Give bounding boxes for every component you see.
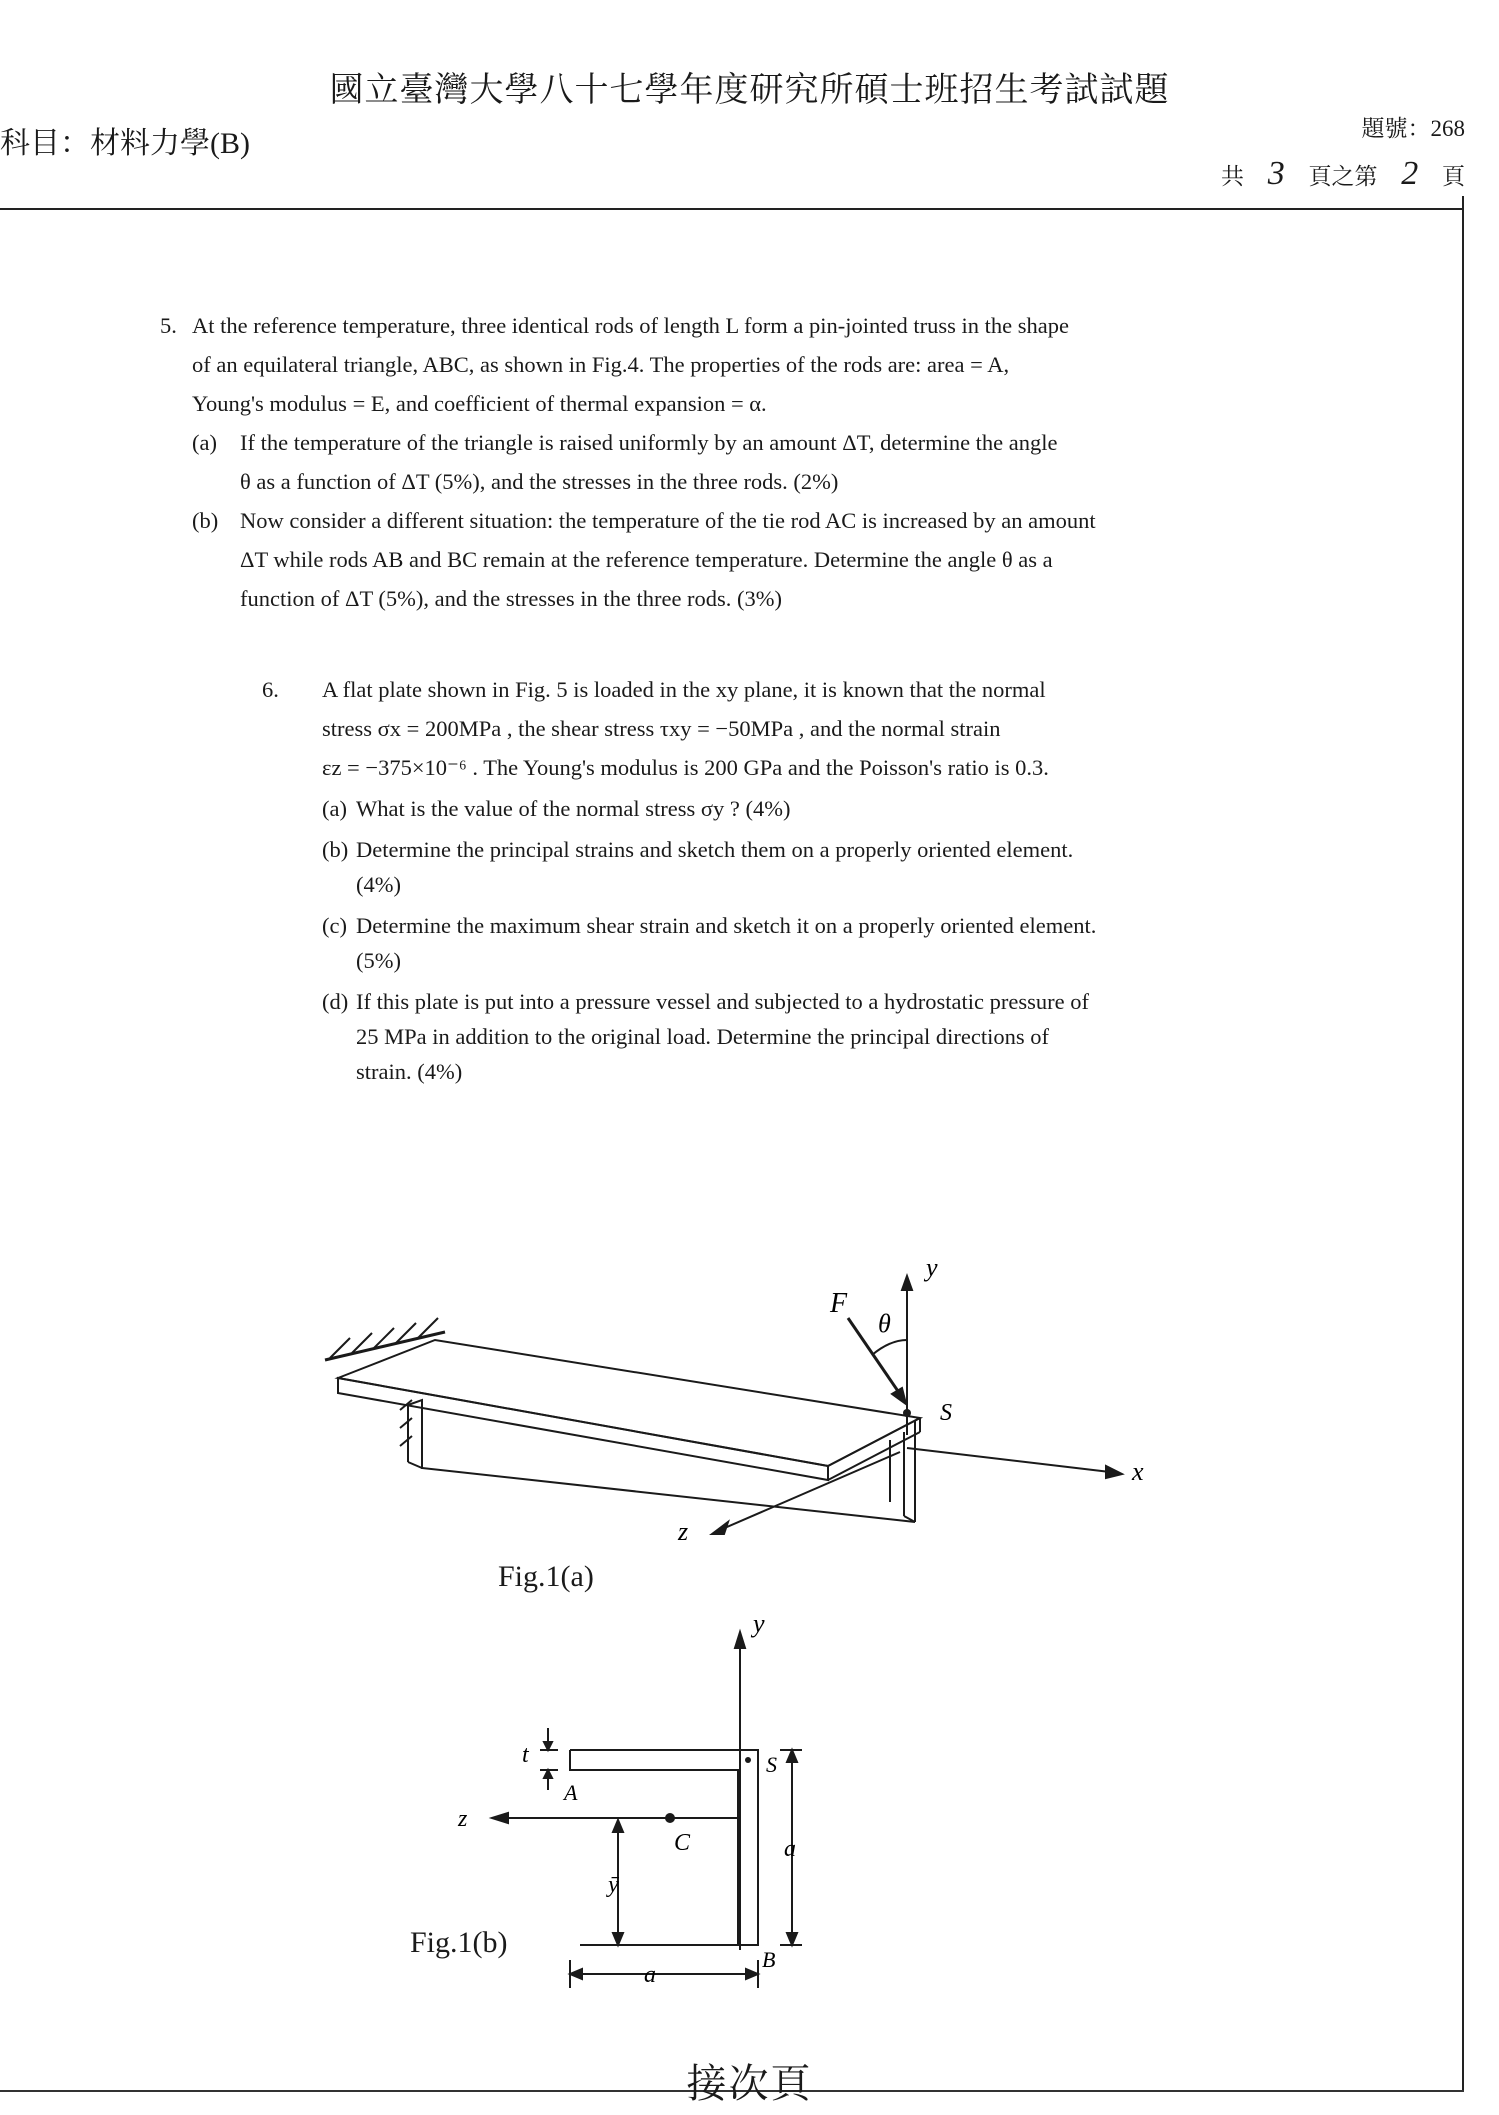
- z-axis-arrow: [712, 1522, 728, 1534]
- exam-title: 國立臺灣大學八十七學年度研究所碩士班招生考試試題: [329, 72, 1170, 109]
- question-5a-line: θ as a function of ΔT (5%), and the stresses in the three rods. (2%): [240, 469, 839, 494]
- label-theta: θ: [878, 1309, 891, 1338]
- x-axis-line: [907, 1448, 1110, 1472]
- question-6c-label: (c): [322, 913, 347, 938]
- question-5-intro-line: Young's modulus = E, and coefficient of thermal expansion = α.: [192, 391, 767, 416]
- question-6b-label: (b): [322, 837, 349, 862]
- question-5-intro-line: of an equilateral triangle, ABC, as shown in Fig.4. The properties of the rods are: area = A,: [192, 352, 1010, 377]
- angle-section: [570, 1750, 758, 1945]
- page-prefix: 共: [1221, 164, 1244, 189]
- force-arrow-line: [848, 1318, 902, 1397]
- question-6a-label: (a): [322, 796, 347, 821]
- label-x: x: [1132, 1457, 1144, 1486]
- question-6a-text: What is the value of the normal stress σy ? (4%): [356, 796, 791, 821]
- label-c: C: [674, 1830, 691, 1856]
- question-5b-line: Now consider a different situation: the temperature of the tie rod AC is increased by an amount: [240, 508, 1096, 533]
- question-5-intro-line: At the reference temperature, three identical rods of length L form a pin-jointed truss in the shape: [192, 313, 1069, 338]
- question-6-intro-line: A flat plate shown in Fig. 5 is loaded in the xy plane, it is known that the normal: [322, 677, 1046, 702]
- beam-flange-top: [338, 1340, 920, 1466]
- question-6d-line: If this plate is put into a pressure vessel and subjected to a hydrostatic pressure of: [356, 989, 1089, 1014]
- x-axis-arrow: [1106, 1466, 1122, 1478]
- question-6d-label: (d): [322, 989, 349, 1014]
- force-arrowhead: [892, 1388, 906, 1404]
- question-6d-line: strain. (4%): [356, 1059, 463, 1084]
- label-a-point: A: [564, 1780, 578, 1805]
- continue-next-page: 接次頁: [686, 2061, 813, 2106]
- label-t: t: [522, 1742, 529, 1768]
- figure-1a: [300, 1240, 1200, 1600]
- question-6c-text: Determine the maximum shear strain and sketch it on a properly oriented element.: [356, 913, 1097, 938]
- question-5-number: 5.: [160, 313, 177, 338]
- fixed-wall-hatch: [325, 1318, 445, 1360]
- label-y: y: [753, 1610, 765, 1638]
- page-suffix: 頁: [1442, 164, 1465, 189]
- theta-arc: [872, 1340, 907, 1355]
- question-5b-label: (b): [192, 508, 219, 533]
- y-axis-arrow: [735, 1632, 745, 1648]
- question-6b-text: Determine the principal strains and sketch them on a properly oriented element.: [356, 837, 1074, 862]
- y-axis-arrow: [902, 1276, 912, 1290]
- label-z: z: [678, 1517, 689, 1546]
- question-6-intro-line: εz = −375×10⁻⁶ . The Young's modulus is 200 GPa and the Poisson's ratio is 0.3.: [322, 755, 1049, 780]
- label-s: S: [766, 1752, 777, 1777]
- figure-1b-caption: Fig.1(b): [410, 1926, 508, 1959]
- question-6-number: 6.: [262, 677, 279, 702]
- question-5b-line: ΔT while rods AB and BC remain at the reference temperature. Determine the angle θ as a: [240, 547, 1053, 572]
- header-rule: [0, 208, 1462, 210]
- subject-label: 科目：材料力學(B): [0, 127, 250, 160]
- label-ybar: ȳ: [608, 1872, 619, 1898]
- question-6d-line: 25 MPa in addition to the original load. Determine the principal directions of: [356, 1024, 1049, 1049]
- page-indicator: [1221, 155, 1465, 193]
- question-5a-label: (a): [192, 430, 217, 455]
- label-force: F: [830, 1288, 848, 1319]
- page-total: 3: [1267, 155, 1285, 192]
- label-a-horizontal: a: [644, 1962, 656, 1988]
- question-6: [262, 672, 1212, 1089]
- label-s: S: [940, 1400, 952, 1426]
- question-5: [160, 306, 1310, 618]
- label-a-vertical: a: [784, 1836, 796, 1862]
- question-5a-line: If the temperature of the triangle is raised uniformly by an amount ΔT, determine the angle: [240, 430, 1058, 455]
- shear-center-point: [903, 1409, 911, 1417]
- right-border: [1462, 196, 1464, 2091]
- question-6c-percent: (5%): [356, 948, 401, 973]
- page-current: 2: [1401, 155, 1419, 192]
- shear-center-point: [745, 1757, 751, 1763]
- page-mid: 頁之第: [1308, 164, 1378, 189]
- figure-1a-caption: Fig.1(a): [498, 1560, 594, 1593]
- exam-number: 題號：268: [1361, 116, 1465, 141]
- label-y: y: [926, 1253, 938, 1282]
- centroid-point: [665, 1813, 675, 1823]
- question-6b-percent: (4%): [356, 872, 401, 897]
- beam-flange-front: [338, 1378, 828, 1480]
- z-axis-arrow: [492, 1813, 508, 1823]
- label-b-point: B: [762, 1947, 776, 1972]
- question-5b-line: function of ΔT (5%), and the stresses in the three rods. (3%): [240, 586, 783, 611]
- question-6-intro-line: stress σx = 200MPa , the shear stress τxy = −50MPa , and the normal strain: [322, 716, 1001, 741]
- label-z: z: [458, 1806, 468, 1832]
